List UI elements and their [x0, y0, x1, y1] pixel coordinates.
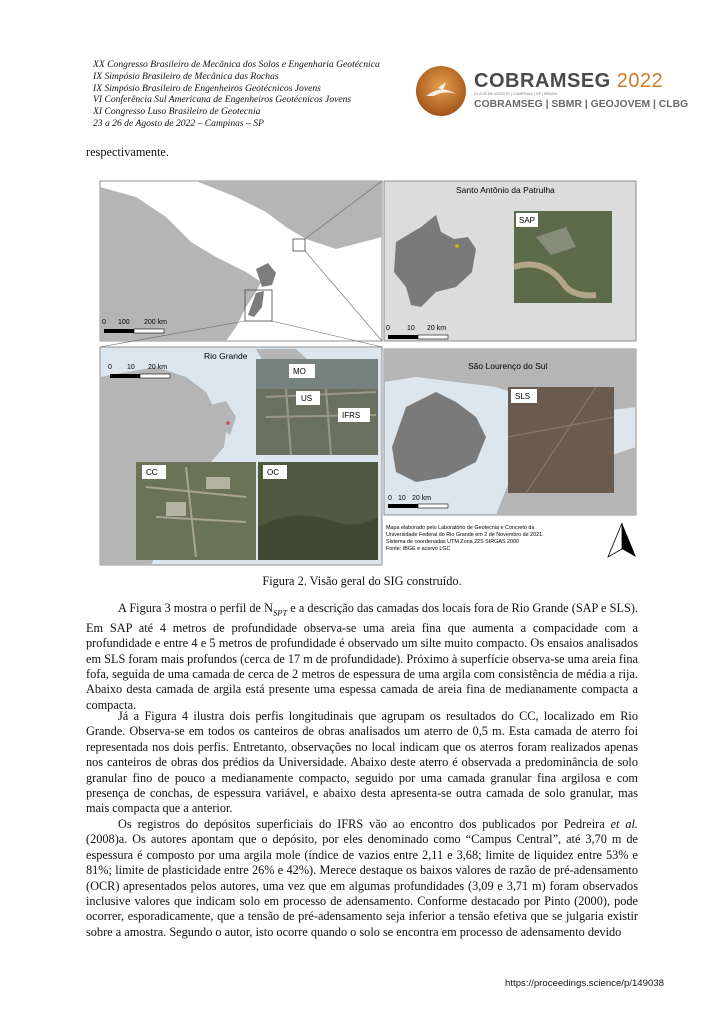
sap-panel	[384, 181, 636, 341]
scale-label: 10	[407, 325, 415, 332]
conference-header	[93, 59, 380, 130]
sap-label: SAP	[519, 216, 536, 225]
p1-subscript: SPT	[273, 607, 288, 618]
scale-label: 100	[118, 319, 130, 326]
scale-label: 20 km	[412, 495, 432, 502]
footer-url[interactable]: https://proceedings.science/p/149038	[505, 978, 664, 989]
cobramseg-logo	[416, 64, 689, 120]
sls-panel	[384, 349, 636, 515]
scale-label: 20 km	[148, 364, 168, 371]
p3-emphasis: et al.	[610, 817, 639, 831]
logo-title	[474, 70, 663, 93]
credit-line: Universidade Federal do Rio Grande em 2 de Novembro de 2021.	[386, 532, 544, 538]
sls-label: SLS	[515, 392, 531, 401]
header-line: IX Simpósio Brasileiro de Engenheiros Geotécnicos Jovens	[93, 82, 321, 94]
paragraph-2: Já a Figura 4 ilustra dois perfis longitudinais que agrupam os resultados do CC, localizado em Rio Grande. Observa-se em todos os canteiros de obras analisados um aterro de 0,5 m. Esta camada de aterro foi representada nos dois perfis. Entretanto, observações no local indicam que os aterros foram realizados apenas nos canteiros de obras dos prédios da Universidade. Abaixo deste aterro é observada a predominância de solo granular fino de pouco a medianamente compacto, seguido por uma camada granular fina argilosa e com presença de conchas, de espessura variável, e abaixo desta apresenta-se outra camada de solo granular, mas mais compacta que a anterior.	[86, 709, 638, 816]
rio-grande-panel	[100, 347, 382, 565]
credit-line: Fonte: IBGE e acervo LGC	[386, 546, 451, 552]
credit-line: Sistema de coordenadas UTM Zona 22S SIRGAS 2000	[386, 539, 520, 545]
paragraph-1	[86, 601, 638, 713]
credit-line: Mapa elaborado pelo Laboratório de Geotecnia e Concreto da	[386, 525, 535, 531]
cc-label: CC	[146, 468, 158, 477]
scale-label: 10	[398, 495, 406, 502]
header-line: XX Congresso Brasileiro de Mecânica dos Solos e Engenharia Geotécnica	[93, 59, 380, 70]
p1-rest: e a descrição das camadas dos locais fora de Rio Grande (SAP e SLS). Em SAP até 4 metros de profundidade observa-se uma areia fina que aumenta a compacidade com a profundidade e entre 4 e 5 metros de profundidade é observado um silte muito compacto. Os ensaios analisados em SLS foram mais profundos (cerca de 17 m de profundidade). Próximo à superfície observa-se uma areia fina fofa, seguida de uma camada de cerca de 2 metros de espessura de uma argila com consistência de média a rija. Abaixo desta camada de argila está presente uma espessa camada de areia fina de medianamente compacta a compacta.	[86, 601, 638, 712]
paragraph-3	[86, 817, 638, 940]
sls-panel-title: São Lourenço do Sul	[468, 361, 548, 371]
rg-panel-title: Rio Grande	[204, 351, 248, 361]
scale-label: 0	[388, 495, 392, 502]
scale-label: 200 km	[144, 319, 167, 326]
scale-label: 0	[108, 364, 112, 371]
us-label: US	[301, 394, 313, 403]
scale-label: 0	[102, 319, 106, 326]
map-credits	[386, 525, 544, 552]
gis-map-svg	[96, 177, 640, 570]
gis-figure	[96, 177, 640, 570]
mo-label: MO	[293, 367, 306, 376]
figure-caption: Figura 2. Visão geral do SIG construído.	[262, 574, 462, 588]
p3-text: Os registros do depósitos superficiais do IFRS vão ao encontro dos publicados por Pedreira	[118, 817, 611, 831]
oc-label: OC	[267, 468, 279, 477]
logo-name: COBRAMSEG	[474, 70, 611, 92]
header-line: IX Simpósio Brasileiro de Mecânica das Rochas	[93, 70, 279, 82]
rg-site-marker	[226, 421, 230, 425]
scale-label: 20 km	[427, 325, 447, 332]
scale-label: 0	[386, 325, 390, 332]
header-line: 23 a 26 de Agosto de 2022 – Campinas – SP	[93, 117, 264, 129]
overview-panel	[100, 181, 382, 341]
header-line: XI Congresso Luso Brasileiro de Geotecnia	[93, 106, 261, 118]
sap-site-marker	[455, 244, 459, 248]
logo-year: 2022	[616, 70, 664, 92]
scale-label: 10	[127, 364, 135, 371]
logo-emblem-icon	[416, 66, 466, 116]
p3-rest: (2008)a. Os autores apontam que o depósito, por eles denominado como “Campus Central”, até 3,70 m de espessura é composto por uma argila mole (índice de vazios entre 2,11 e 3,68; limite de liquidez entre 53% e 81%; limite de plasticidade entre 26% e 42%). Merece destaque os baixos valores de razão de pré-adensamento (OCR) apresentados pelos autores, uma vez que em algumas profundidades (3,09 e 3,71 m) foram observados inclusive valores que indicam solo em processo de adensamento. Conforme destacado por Pinto (2000), pode ocorrer, esporadicamente, que a tensão de pré-adensamento seja inferior a tensão efetiva que se julgaria existir sobre a amostra. Segundo o autor, isto ocorre quando o solo se encontra em processo de adensamento devido	[86, 832, 638, 939]
logo-orgs: COBRAMSEG | SBMR | GEOJOVEM | CLBG	[474, 99, 689, 110]
north-arrow-icon	[608, 523, 636, 557]
lead-text: respectivamente.	[86, 145, 169, 159]
p1-text: A Figura 3 mostra o perfil de N	[118, 601, 273, 615]
header-line: VI Conferência Sul Americana de Engenheiros Geotécnicos Jovens	[93, 94, 352, 106]
ifrs-label: IFRS	[342, 411, 361, 420]
sap-panel-title: Santo Antônio da Patrulha	[456, 185, 555, 195]
logo-tagline: 23 A 26 DE AGOSTO | CAMPINAS | SP | BRASIL	[474, 92, 558, 96]
